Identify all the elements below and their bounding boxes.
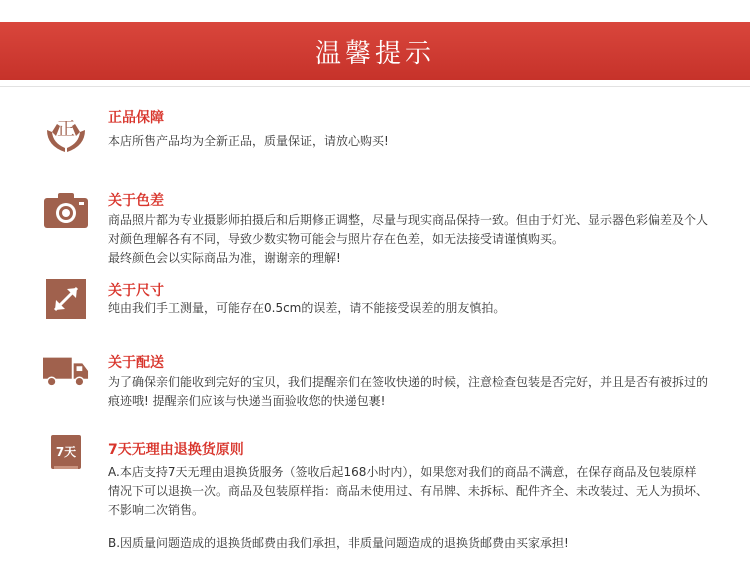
section-body <box>108 463 732 553</box>
icon-text-7days: 7天 <box>55 445 77 459</box>
section-body <box>108 373 732 411</box>
hands-genuine-icon <box>43 112 89 152</box>
body-line: 商品照片都为专业摄影师拍摄后和后期修正调整，尽量与现实商品保持一致。但由于灯光、显示器色彩偏差及个人 <box>108 213 709 227</box>
body-line: 为了确保亲们能收到完好的宝贝，我们提醒亲们在签收快递的时候，注意检查包装是否完好，并且是否有被拆过的 <box>108 375 709 389</box>
section-body <box>108 132 732 151</box>
section-title: 正品保障 <box>108 110 164 126</box>
section-title: 关于配送 <box>108 355 164 371</box>
section-title: 7天无理由退换货原则 <box>108 442 244 458</box>
body-line: 痕迹哦! 提醒亲们应该与快递当面验收您的快递包裹! <box>108 394 386 408</box>
body-line: 不影响二次销售。 <box>108 503 205 517</box>
camera-icon <box>43 190 89 230</box>
body-line: 情况下可以退换一次。商品及包装原样指：商品未使用过、有吊牌、未拆标、配件齐全、未改装过、无人为损坏、 <box>108 484 709 498</box>
resize-arrow-icon <box>43 279 89 319</box>
truck-icon <box>43 352 89 392</box>
calendar-7-days-icon <box>43 432 89 472</box>
divider <box>0 86 750 87</box>
body-line: A.本店支持7天无理由退换货服务（签收后起168小时内），如果您对我们的商品不满意，在保存商品及包装原样 <box>108 465 697 479</box>
body-line: 最终颜色会以实际商品为准，谢谢亲的理解! <box>108 251 341 265</box>
body-line: B.因质量问题造成的退换货邮费由我们承担，非质量问题造成的退换货邮费由买家承担! <box>108 536 569 550</box>
banner-title: 温馨提示 <box>314 38 435 69</box>
body-line: 纯由我们手工测量，可能存在0.5cm的误差，请不能接受误差的朋友慎拍。 <box>108 301 506 315</box>
body-line: 本店所售产品均为全新正品，质量保证，请放心购买! <box>108 134 389 148</box>
body-line: 对颜色理解各有不同，导致少数实物可能会与照片存在色差，如无法接受请谨慎购买。 <box>108 232 565 246</box>
section-title: 关于色差 <box>108 193 164 209</box>
section-body <box>108 299 732 318</box>
section-body <box>108 211 732 268</box>
icon-text-genuine: 正 <box>57 119 75 140</box>
section-title: 关于尺寸 <box>108 283 164 299</box>
header-banner <box>0 22 750 80</box>
